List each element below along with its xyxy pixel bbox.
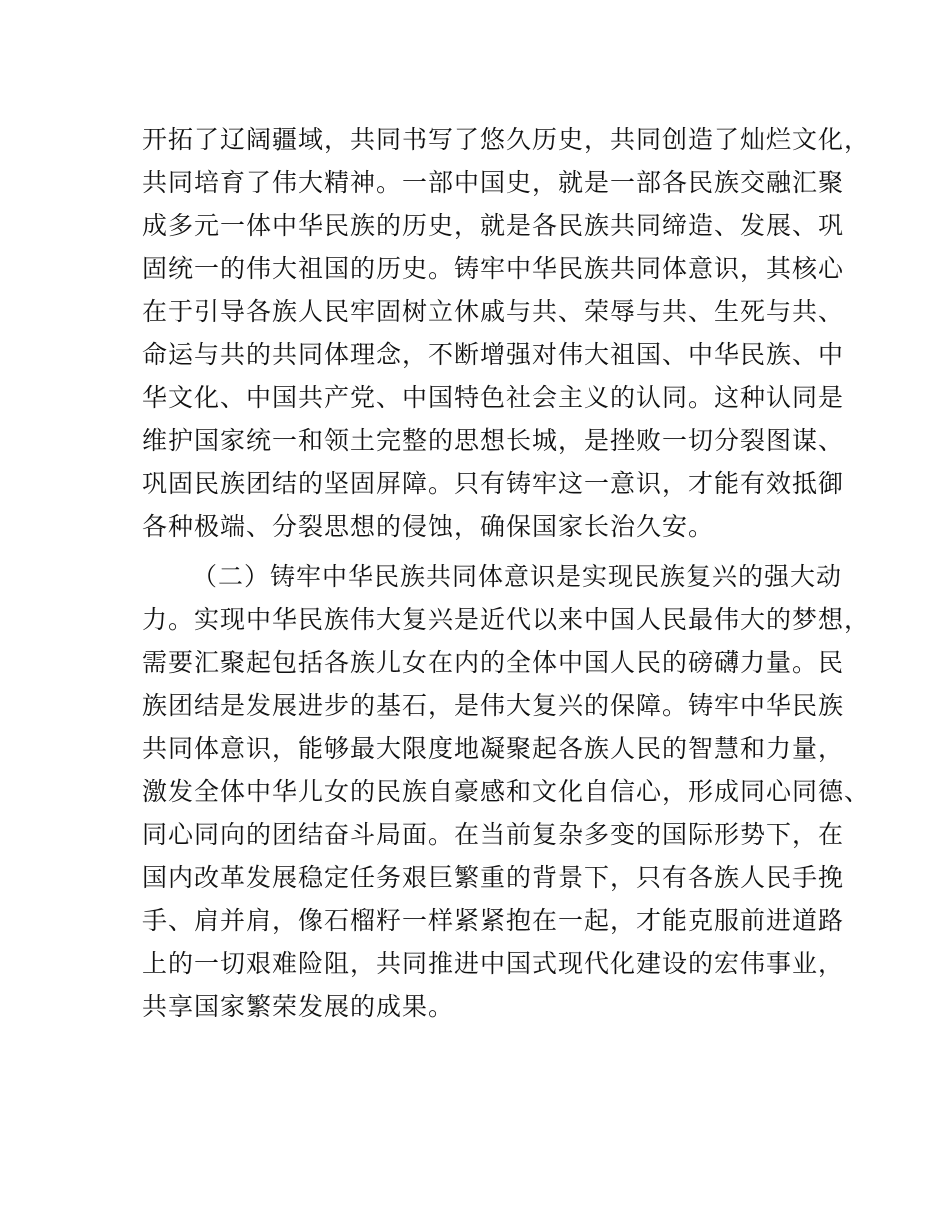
text-line: 需要汇聚起包括各族儿女在内的全体中国人民的磅礴力量。民 (142, 648, 845, 677)
text-line: 国内改革发展稳定任务艰巨繁重的背景下，只有各族人民手挽 (142, 863, 845, 892)
document-body (142, 118, 871, 1028)
text-line: 力。实现中华民族伟大复兴是近代以来中国人民最伟大的梦想， (142, 605, 871, 634)
text-line: 华文化、中国共产党、中国特色社会主义的认同。这种认同是 (142, 383, 845, 412)
text-line: 族团结是发展进步的基石，是伟大复兴的保障。铸牢中华民族 (142, 691, 845, 720)
text-line: 在于引导各族人民牢固树立休戚与共、荣辱与共、生死与共、 (142, 297, 845, 326)
paragraph-2 (142, 555, 871, 1028)
text-line: 激发全体中华儿女的民族自豪感和文化自信心，形成同心同德、 (142, 777, 871, 806)
paragraph-1 (142, 118, 871, 548)
text-line: 共同培育了伟大精神。一部中国史，就是一部各民族交融汇聚 (142, 168, 845, 197)
text-line: 共同体意识，能够最大限度地凝聚起各族人民的智慧和力量， (142, 734, 845, 763)
text-line: 命运与共的共同体理念，不断增强对伟大祖国、中华民族、中 (142, 340, 845, 369)
text-line: 各种极端、分裂思想的侵蚀，确保国家长治久安。 (142, 512, 715, 541)
text-line: 固统一的伟大祖国的历史。铸牢中华民族共同体意识，其核心 (142, 254, 845, 283)
text-line: 手、肩并肩，像石榴籽一样紧紧抱在一起，才能克服前进道路 (142, 906, 845, 935)
text-line: 上的一切艰难险阻，共同推进中国式现代化建设的宏伟事业， (142, 949, 845, 978)
text-line-indented: （二）铸牢中华民族共同体意识是实现民族复兴的强大动 (192, 562, 843, 591)
text-line: 同心同向的团结奋斗局面。在当前复杂多变的国际形势下，在 (142, 820, 845, 849)
text-line: 开拓了辽阔疆域，共同书写了悠久历史，共同创造了灿烂文化， (142, 125, 871, 154)
text-line: 维护国家统一和领土完整的思想长城，是挫败一切分裂图谋、 (142, 426, 845, 455)
text-line: 成多元一体中华民族的历史，就是各民族共同缔造、发展、巩 (142, 211, 845, 240)
text-line: 巩固民族团结的坚固屏障。只有铸牢这一意识，才能有效抵御 (142, 469, 845, 498)
text-line: 共享国家繁荣发展的成果。 (142, 992, 455, 1021)
